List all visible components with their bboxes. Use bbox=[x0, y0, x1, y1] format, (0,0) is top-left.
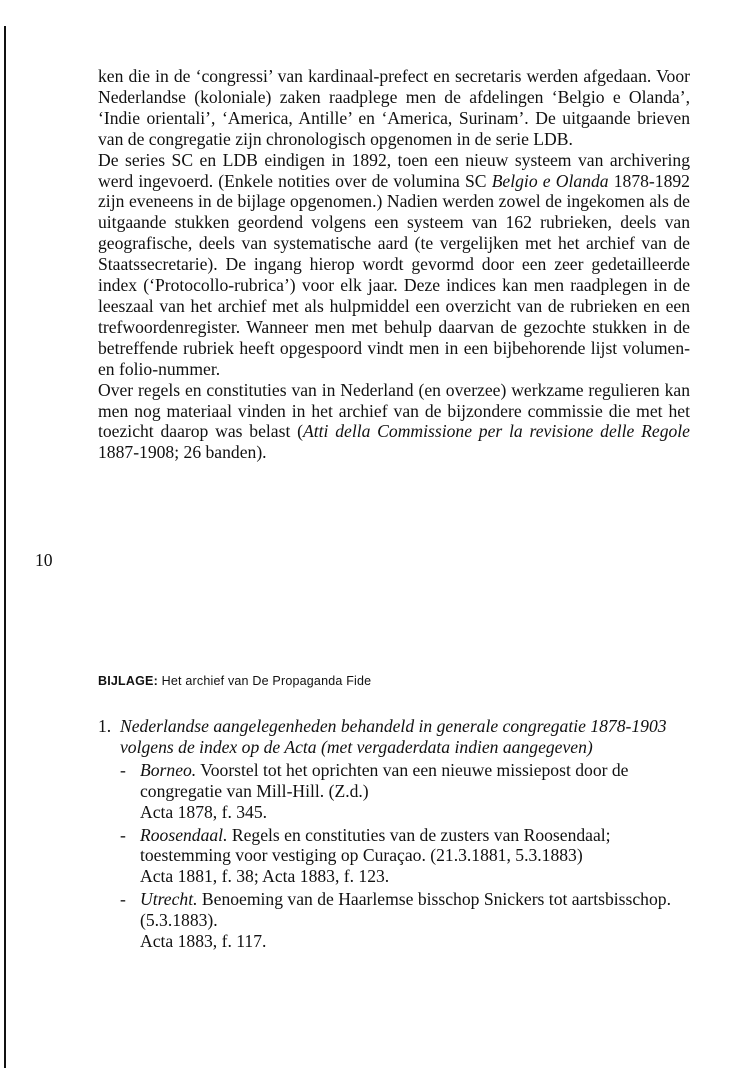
dash-marker: - bbox=[120, 889, 126, 910]
list-number: 1. bbox=[98, 716, 112, 736]
paragraph-regulars bbox=[98, 380, 690, 464]
entry-text: Regels en constituties van de zusters van Roosendaal; toestemming voor vestiging op Curaçao. (21.3.1881, 5.3.1883) bbox=[140, 824, 611, 866]
list-item bbox=[120, 825, 692, 888]
volume-title: Belgio e Olanda bbox=[491, 170, 609, 191]
entry-reference: Acta 1881, f. 38; Acta 1883, f. 123. bbox=[140, 866, 390, 887]
entry-place: Borneo. bbox=[140, 759, 197, 780]
appendix-heading bbox=[98, 674, 371, 688]
entry-text: Voorstel tot het oprichten van een nieuwe missiepost door de congregatie van Mill-Hill. (Z.d.) bbox=[140, 759, 629, 801]
paragraph-text: Over regels en constituties van in Nederland (en overzee) werkzame regulieren kan men nog materiaal vinden in het archief van de bijzondere commissie die met het toezicht daarop was belast ( bbox=[98, 379, 690, 442]
list-title: Nederlandse aangelegenheden behandeld in generale congregatie 1878-1903 volgens de index op de Acta (met vergaderdata indien aangegeven) bbox=[120, 716, 667, 757]
appendix-title: Het archief van De Propaganda Fide bbox=[161, 674, 372, 688]
entry-place: Utrecht. bbox=[140, 889, 198, 910]
entry-content bbox=[140, 825, 692, 888]
paragraph-archiving-system bbox=[98, 150, 690, 380]
entry-reference: Acta 1878, f. 345. bbox=[140, 801, 268, 822]
appendix-label: BIJLAGE: bbox=[98, 674, 158, 688]
paragraph-text: De series SC en LDB eindigen in 1892, toen een nieuw systeem van archivering werd ingevoerd. (Enkele notities over de volumina SC bbox=[98, 149, 690, 191]
list-entries bbox=[120, 760, 692, 952]
list-item bbox=[120, 889, 692, 952]
entry-description bbox=[140, 825, 692, 867]
dash-marker: - bbox=[120, 824, 126, 845]
appendix-list bbox=[98, 716, 692, 954]
entry-text: Benoeming van de Haarlemse bisschop Snickers tot aartsbisschop. (5.3.1883). bbox=[140, 889, 671, 931]
entry-content bbox=[140, 889, 692, 952]
line-number: 10 bbox=[35, 550, 53, 570]
body-text bbox=[98, 66, 690, 463]
list-heading bbox=[98, 716, 692, 758]
entry-description bbox=[140, 889, 692, 931]
left-margin-rule bbox=[4, 26, 6, 1068]
entry-description bbox=[140, 760, 692, 802]
entry-reference: Acta 1883, f. 117. bbox=[140, 931, 267, 952]
paragraph-text: 1878-1892 zijn eveneens in de bijlage opgenomen.) Nadien werden zowel de ingekomen als de uitgaande stukken geordend volgens een systeem van 162 rubrieken, deels van geografische, deels van systematische aard (te vergelijken met het archief van de Staatssecretarie). De ingang hierop wordt gevormd door een zeer gedetailleerde index (‘Protocollo-rubrica’) voor elk jaar. Deze indices kan men raadplegen in de leeszaal van het archief met als hulpmiddel een overzicht van de rubrieken en een trefwoordenregister. Wanneer men met behulp daarvan de gezochte stukken in de betreffende rubriek heeft opgespoord vindt men in een bijbehorende lijst volumen- en folio-nummer. bbox=[98, 170, 690, 379]
entry-content bbox=[140, 760, 692, 823]
paragraph-congressi: ken die in de ‘congressi’ van kardinaal-prefect en secretaris werden afgedaan. Voor Nederlandse (koloniale) zaken raadplege men de afdelingen ‘Belgio e Olanda’, ‘Indie orientali’, ‘America, Antille’ en ‘America, Surinam’. De uitgaande brieven van de congregatie zijn chronologisch opgenomen in de serie LDB. bbox=[98, 66, 690, 149]
dash-marker: - bbox=[120, 759, 126, 780]
series-title: Atti della Commissione per la revisione delle Regole bbox=[303, 421, 690, 442]
paragraph-text: 1887-1908; 26 banden). bbox=[98, 442, 267, 463]
entry-place: Roosendaal. bbox=[140, 824, 228, 845]
list-item bbox=[120, 760, 692, 823]
